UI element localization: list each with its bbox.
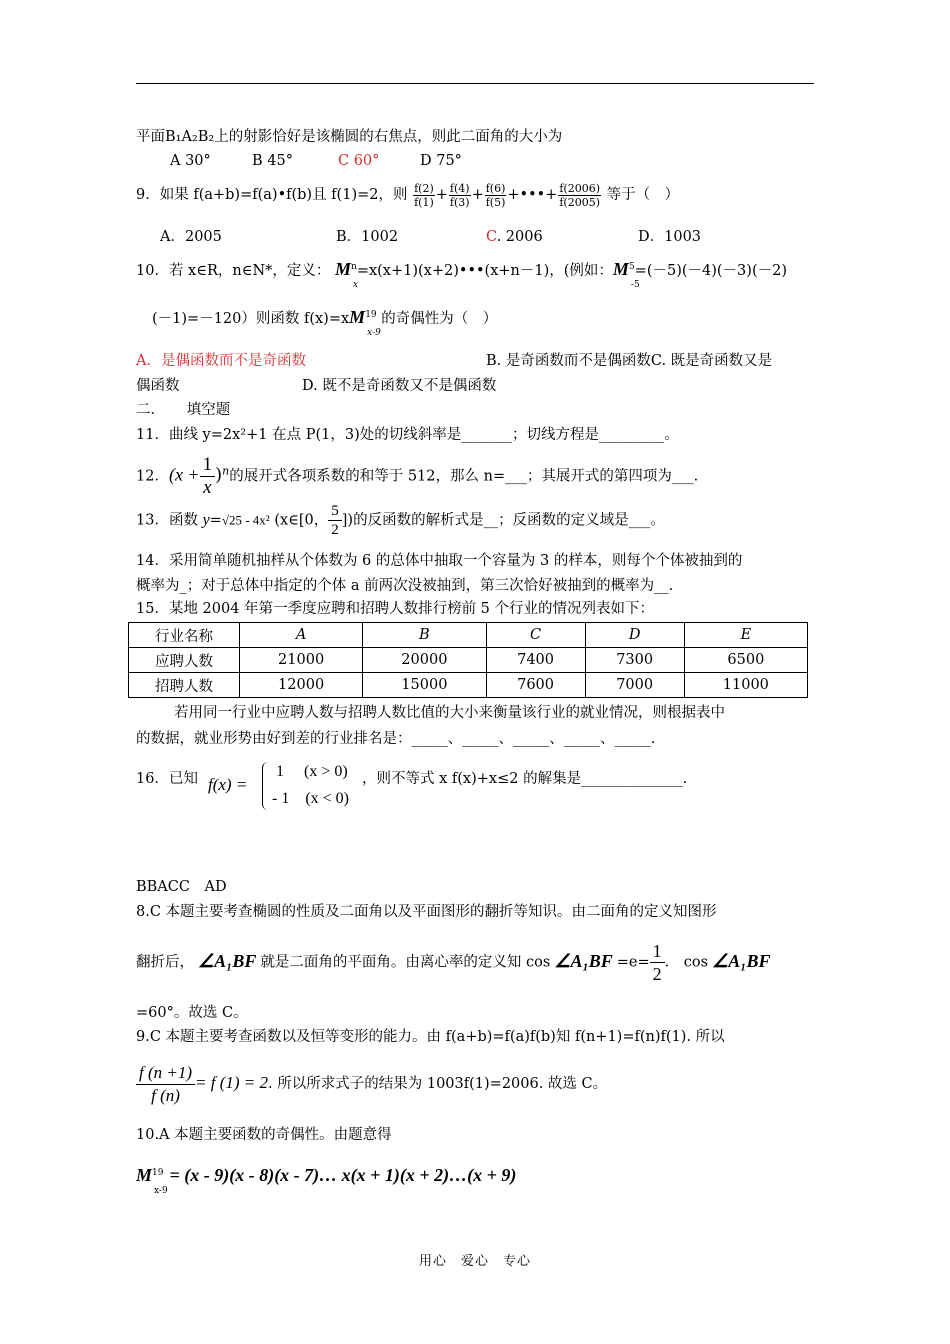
- table-cell: 7400: [486, 648, 585, 673]
- q14-line1: 14．采用简单随机抽样从个体数为 6 的总体中抽取一个容量为 3 的样本，则每个个体被抽到的: [136, 553, 743, 569]
- q9-option-b: B．1002: [336, 229, 399, 245]
- table-cell: 招聘人数: [129, 673, 240, 698]
- q15-title: 15．某地 2004 年第一季度应聘和招聘人数排行榜前 5 个行业的情况列表如下：: [136, 601, 655, 617]
- q10-options-line1: [136, 351, 772, 371]
- table-cell: C: [486, 623, 585, 648]
- q9-stem: 9．如果 f(a+b)=f(a)•f(b)且 f(1)=2，则 $\frac{f(2)}{f(1)}$ + $\frac{f(4)}{f(3)}$ + $\frac{f(6)}{f(5)}$ +•••+ $\frac{f(2006)}{f(2005)}$ 等于（ ）: [136, 181, 680, 209]
- a10-M-notation: $M^{19}$ x-9: [136, 1165, 168, 1196]
- q13: 13．函数 y=√25 - 4x² (x∈[0， $\frac{5}{2}$ ])的反函数的解析式是__；反函数的定义域是___。: [136, 503, 665, 538]
- answer-9-line2: $\frac{f (n +1)}{f (n)}$ = f (1) = 2. 所以所求式子的结果为 1003f(1)=2006. 故选 C。: [136, 1060, 607, 1107]
- q9-suffix: 等于（ ）: [606, 187, 680, 203]
- q10-definition: =x(x+1)(x+2)•••(x+n－1)，(例如：: [356, 263, 613, 279]
- q9-prefix: 9．如果 f(a+b)=f(a)•f(b)且 f(1)=2，则: [136, 187, 408, 203]
- q12-frac: $\frac{1}{x}$: [200, 454, 216, 499]
- q8-options: [170, 151, 462, 171]
- q16-fx: f(x) =: [208, 775, 248, 794]
- q14-line2: 概率为_；对于总体中指定的个体 a 前两次没被抽到，第三次恰好被抽到的概率为__.: [136, 578, 674, 594]
- q8-option-a: A 30°: [170, 153, 211, 169]
- q10-function-M: $M^{19}$ x-9: [349, 307, 381, 338]
- table-header-row: [129, 623, 808, 648]
- q10-prefix: 10．若 x∈R，n∈N*，定义：: [136, 263, 331, 279]
- q10-option-d: D. 既不是奇函数又不是偶函数: [302, 378, 497, 394]
- table-cell: 应聘人数: [129, 648, 240, 673]
- page-footer: 用心 爱心 专心: [418, 1254, 531, 1269]
- angle-a1bf: ∠A₁BF: [198, 950, 257, 971]
- table-cell: 12000: [240, 673, 363, 698]
- employment-table: [128, 622, 808, 698]
- q8-option-b: B 45°: [252, 153, 293, 169]
- q10-line2: [152, 300, 498, 338]
- table-cell: 6500: [684, 648, 807, 673]
- table-cell: 7000: [585, 673, 684, 698]
- table-cell: 15000: [363, 673, 486, 698]
- q10-example-M: $M^5$ -5: [612, 259, 640, 290]
- answer-10-formula: $M^{19}$ x-9 = (x - 9)(x - 8)(x - 7)… x(x + 1)(x + 2)…(x + 9): [136, 1158, 516, 1192]
- answer-8-line3: =60°。故选 C。: [136, 1005, 248, 1021]
- q16-brace: [262, 762, 271, 810]
- q8-option-c: C 60°: [338, 153, 380, 169]
- q16-prefix: 16．已知: [136, 771, 198, 787]
- q10-line2-suffix: 的奇偶性为（ ）: [381, 311, 498, 327]
- q10-option-a: A．是偶函数而不是奇函数: [136, 353, 306, 369]
- q9-frac-1: $\frac{f(2)}{f(1)}$: [414, 181, 434, 209]
- q10-line2-prefix: (－1)=－120）则函数 f(x)=x: [152, 311, 350, 327]
- a9-frac: $\frac{f (n +1)}{f (n)}$: [136, 1062, 195, 1107]
- table-cell: 7600: [486, 673, 585, 698]
- table-cell: 11000: [684, 673, 807, 698]
- q9-option-a: A．2005: [160, 229, 222, 245]
- table-cell: 7300: [585, 648, 684, 673]
- q13-frac: $\frac{5}{2}$: [328, 502, 342, 539]
- table-cell: E: [684, 623, 807, 648]
- table-cell: 20000: [363, 648, 486, 673]
- table-row: [129, 673, 808, 698]
- q8-continuation: 平面B₁A₂B₂上的射影恰好是该椭圆的右焦点，则此二面角的大小为: [136, 129, 563, 145]
- q13-sqrt: √25 - 4x²: [221, 512, 270, 528]
- q16-case2: - 1 (x < 0): [272, 790, 350, 807]
- q10-options-line2: [136, 376, 496, 396]
- answer-key: BBACC AD: [136, 879, 227, 895]
- q10-option-c: C. 既是奇函数又是: [650, 353, 773, 369]
- table-cell: B: [363, 623, 486, 648]
- answer-9-line1: 9.C 本题主要考查函数以及恒等变形的能力。由 f(a+b)=f(a)f(b)知 f(n+1)=f(n)f(1). 所以: [136, 1029, 725, 1045]
- table-cell: A: [240, 623, 363, 648]
- q8-option-d: D 75°: [420, 153, 462, 169]
- answer-8-line1: 8.C 本题主要考查椭圆的性质及二面角以及平面图形的翻折等知识。由二面角的定义知图形: [136, 904, 717, 920]
- answer-10-line1: 10.A 本题主要函数的奇偶性。由题意得: [136, 1127, 392, 1143]
- q9-option-d: D．1003: [638, 229, 702, 245]
- q9-frac-2: $\frac{f(4)}{f(3)}$: [449, 181, 470, 209]
- q10-example: =(－5)(－4)(－3)(－2): [634, 263, 787, 279]
- q9-options: [160, 227, 701, 247]
- table-cell: D: [585, 623, 684, 648]
- answer-8-line2: 翻折后， ∠A₁BF 就是二面角的平面角。由离心率的定义知 cos ∠A₁BF =e= $\frac{1}{2}$ . cos ∠A₁BF: [136, 941, 771, 984]
- q10-M-notation: $M^n$ x: [335, 259, 359, 290]
- q15-line2: 若用同一行业中应聘人数与招聘人数比值的大小来衡量该行业的就业情况，则根据表中: [174, 705, 725, 721]
- q12: 12．(x + $\frac{1}{x}$ )$^n$的展开式各项系数的和等于 512，那么 n=___；其展开式的第四项为___.: [136, 454, 699, 498]
- q15-line3: 的数据，就业形势由好到差的行业排名是：_____、_____、_____、_____、_____.: [136, 731, 656, 747]
- table-cell: 21000: [240, 648, 363, 673]
- q9-frac-4: $\frac{f(2006)}{f(2005)}$: [559, 181, 600, 209]
- q9-option-c: C. 2006: [486, 229, 543, 245]
- table-cell: 行业名称: [129, 623, 240, 648]
- q10-line1: [136, 252, 787, 290]
- angle-a1bf: ∠A₁BF: [554, 950, 613, 971]
- q16-case1: 1 (x > 0): [276, 763, 348, 780]
- section-title-fill-in: 二． 填空题: [136, 402, 231, 418]
- q9-frac-3: $\frac{f(6)}{f(5)}$: [485, 181, 506, 209]
- table-row: [129, 648, 808, 673]
- q16-suffix: ，则不等式 x f(x)+x≤2 的解集是______________.: [362, 771, 688, 787]
- angle-a1bf: ∠A₁BF: [712, 950, 771, 971]
- q10-option-c-cont: 偶函数: [136, 378, 180, 394]
- q11: 11．曲线 y=2x²+1 在点 P(1，3)处的切线斜率是_______；切线方程是_________。: [136, 427, 679, 443]
- q10-option-b: B. 是奇函数而不是偶函数: [486, 353, 651, 369]
- header-rule: [136, 83, 814, 84]
- half-frac: $\frac{1}{2}$: [650, 940, 665, 985]
